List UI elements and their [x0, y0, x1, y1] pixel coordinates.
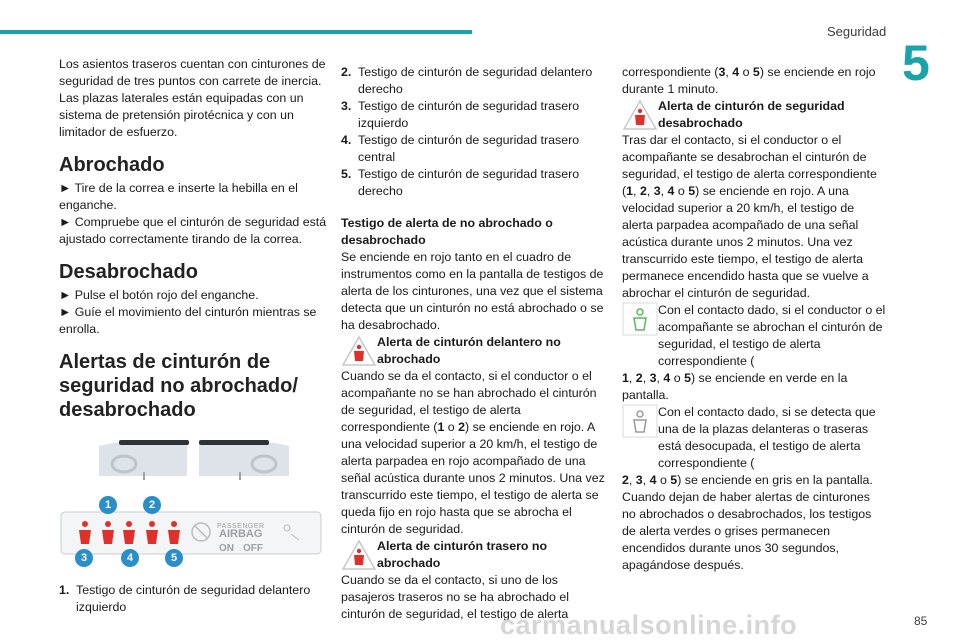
- callout-2: 2: [143, 496, 161, 514]
- legend-item-number: 5.: [341, 167, 352, 181]
- airbag-label: AIRBAG: [219, 528, 263, 540]
- header-accent-bar: [0, 30, 472, 34]
- passenger-label: PASSENGER: [217, 523, 265, 530]
- rear-continuation: [622, 64, 886, 98]
- seatbelt-panel-illustration: [59, 494, 327, 568]
- green-body: 1, 2, 3, 4 o 5) se enciende en verde en la pantalla.: [622, 371, 848, 402]
- ref-number: 4: [663, 371, 671, 385]
- legend-item-4: [341, 132, 605, 166]
- ref-number: 2: [458, 420, 466, 434]
- dashboard-illustration: [59, 436, 327, 484]
- legend-item-number: 4.: [341, 133, 352, 147]
- ref-number: 3: [718, 65, 726, 79]
- ref-number: 4: [649, 473, 657, 487]
- legend-item-text: Testigo de cinturón de seguridad trasero central: [358, 133, 580, 164]
- warn-front-row: [341, 334, 605, 368]
- airbag-on-label: ON: [219, 543, 234, 554]
- desabrochado-step-2: ► Guíe el movimiento del cinturón mientras se enrolla.: [59, 305, 317, 336]
- column-1: [59, 56, 327, 616]
- warn-unbuckled-title: Alerta de cinturón de seguridad desabrochado: [658, 99, 845, 130]
- abrochado-step-1: ► Tire de la correa e inserte la hebilla en el enganche.: [59, 181, 298, 212]
- warn-rear-title: Alerta de cinturón trasero no abrochado: [377, 539, 548, 570]
- text-run: Cuando se da el contacto, si el conductor o el acompañante no se han abrochado el cinturón de seguridad, el testigo de alerta correspondiente (: [341, 369, 597, 434]
- legend-list-col2: [341, 64, 605, 200]
- ref-number: 4: [732, 65, 740, 79]
- ref-number: 4: [667, 184, 675, 198]
- ref-number: 5: [688, 184, 696, 198]
- ref-number: 1: [622, 371, 629, 385]
- seatbelt-fastened-icon: [622, 302, 658, 336]
- ref-number: 5: [684, 371, 691, 385]
- warn-front-title: Alerta de cinturón delantero no abrochado: [377, 335, 561, 366]
- warn-rear-row: [341, 538, 605, 572]
- intro-paragraph: Los asientos traseros cuentan con cinturones de seguridad de tres puntos con carrete de inercia. Las plazas laterales están equipadas con un sistema de pretensión pirotécnica y con un limitador de esfuerzo.: [59, 57, 326, 139]
- legend-item-1: [59, 582, 327, 616]
- text-run: ) se enciende en rojo. A una velocidad superior a 20 km/h, el testigo de alerta parpadea acompañado de una señal acústica durante unos 2 minutos. Una vez transcurrido este tiempo, el testigo de alerta permanece encendido hasta que se vuelve a abrochar el cinturón de seguridad.: [622, 184, 869, 300]
- legend-item-2: [341, 64, 605, 98]
- grey-row: [622, 404, 886, 472]
- dashboard-right: [199, 440, 289, 480]
- warning-seatbelt-icon: [341, 334, 377, 368]
- legend-item-text: Testigo de cinturón de seguridad delantero izquierdo: [76, 583, 311, 614]
- green-text: Con el contacto dado, si el conductor o el acompañante se abrochan el cinturón de seguridad, el testigo de alerta correspondiente (: [658, 303, 886, 368]
- callout-3: 3: [75, 549, 93, 567]
- text-run: o: [444, 420, 459, 434]
- ref-number: 2: [622, 473, 629, 487]
- dashboard-left: [99, 440, 189, 480]
- heading-alertas: Alertas de cinturón de seguridad no abrochado/ desabrochado: [59, 351, 298, 421]
- legend-list-col1: [59, 582, 327, 616]
- warn-front-body: [341, 368, 605, 538]
- ref-number: 1: [626, 184, 634, 198]
- desabrochado-step-1: ► Pulse el botón rojo del enganche.: [59, 288, 259, 302]
- ref-number: 3: [635, 473, 643, 487]
- warning-seatbelt-icon: [622, 98, 658, 132]
- callout-4: 4: [121, 549, 139, 567]
- legend-item-3: [341, 98, 605, 132]
- warn-unbuckled-row: [622, 98, 886, 132]
- section-title: Seguridad: [827, 24, 887, 39]
- seat-unoccupied-icon: [622, 404, 658, 438]
- legend-item-text: Testigo de cinturón de seguridad trasero izquierdo: [358, 99, 580, 130]
- ref-number: 5: [670, 473, 678, 487]
- text-run: correspondiente (: [622, 65, 719, 79]
- page-number: 85: [914, 614, 928, 628]
- abrochado-step-2: ► Compruebe que el cinturón de seguridad está ajustado correctamente tirando de la correa.: [59, 215, 327, 246]
- grey-text: Con el contacto dado, si se detecta que una de la plazas delanteras o traseras está desocupada, el testigo de alerta correspondiente (: [658, 405, 876, 470]
- text-run: ) se enciende en verde en la pantalla.: [622, 371, 848, 402]
- column-3: [622, 64, 886, 574]
- ref-number: 2: [635, 371, 643, 385]
- grey-body: 2, 3, 4 o 5) se enciende en gris en la pantalla.: [622, 473, 873, 487]
- green-row: [622, 302, 886, 370]
- legend-item-number: 3.: [341, 99, 352, 113]
- warn-rear-body: Cuando se da el contacto, si uno de los pasajeros traseros no se ha abrochado el cinturón de seguridad, el testigo de alerta: [341, 573, 569, 621]
- text-run: o: [739, 65, 753, 79]
- legend-item-number: 1.: [59, 583, 70, 597]
- text-run: ,: [725, 65, 733, 79]
- ref-number: 2: [639, 184, 647, 198]
- end-paragraph: Cuando dejan de haber alertas de cinturones no abrochados o desabrochados, los testigos de alerta verdes o grises permanecen encendidos durante unos 30 segundos, apagándose después.: [622, 490, 872, 572]
- warning-seatbelt-icon: [341, 538, 377, 572]
- text-run: Tras dar el contacto, si el conductor o el acompañante se desabrochan el cinturón de seguridad, el testigo de alerta correspondiente (: [622, 133, 877, 198]
- ref-number: 3: [653, 184, 661, 198]
- ref-number: 1: [437, 420, 445, 434]
- chapter-number: 5: [902, 35, 930, 91]
- ref-number: 3: [649, 371, 657, 385]
- testigo-title: Testigo de alerta de no abrochado o desabrochado: [341, 216, 553, 247]
- legend-item-text: Testigo de cinturón de seguridad trasero derecho: [358, 167, 580, 198]
- text-run: ) se enciende en rojo durante 1 minuto.: [622, 65, 876, 96]
- legend-item-5: [341, 166, 605, 200]
- airbag-off-label: OFF: [243, 543, 263, 554]
- column-2: [341, 64, 605, 623]
- ref-number: 5: [752, 65, 760, 79]
- legend-item-number: 2.: [341, 65, 352, 79]
- testigo-body: Se enciende en rojo tanto en el cuadro de instrumentos como en la pantalla de testigos de alerta de los cinturones, una vez que el sistema detecta que un cinturón no está abrochado o se ha desabrochado.: [341, 250, 604, 332]
- text-run: ) se enciende en rojo. A una velocidad superior a 20 km/h, el testigo de alerta parpadea en rojo acompañado de una señal acústica durante unos 2 minutos. Una vez transcurrido este tiempo, el testigo de alerta se queda fijo en rojo hasta que se abrocha el cinturón de seguridad.: [341, 420, 605, 536]
- legend-item-text: Testigo de cinturón de seguridad delantero derecho: [358, 65, 593, 96]
- watermark: carmanualsonline.info: [500, 610, 798, 640]
- callout-1: 1: [99, 496, 117, 514]
- text-run: ) se enciende en gris en la pantalla.: [677, 473, 873, 487]
- callout-5: 5: [165, 549, 183, 567]
- heading-abrochado: Abrochado: [59, 154, 165, 176]
- heading-desabrochado: Desabrochado: [59, 261, 198, 283]
- warn-unbuckled-body: Tras dar el contacto, si el conductor o el acompañante se desabrochan el cinturón de seguridad, el testigo de alerta correspondiente (1, 2, 3, 4 o 5) se enciende en rojo. A una velocidad superior a 20 km/h, el testigo de alerta parpadea acompañado de una señal acústica durante unos 2 minutos. Una vez transcurrido este tiempo, el testigo de alerta permanece encendido hasta que se vuelve a abrochar el cinturón de seguridad.: [622, 133, 877, 300]
